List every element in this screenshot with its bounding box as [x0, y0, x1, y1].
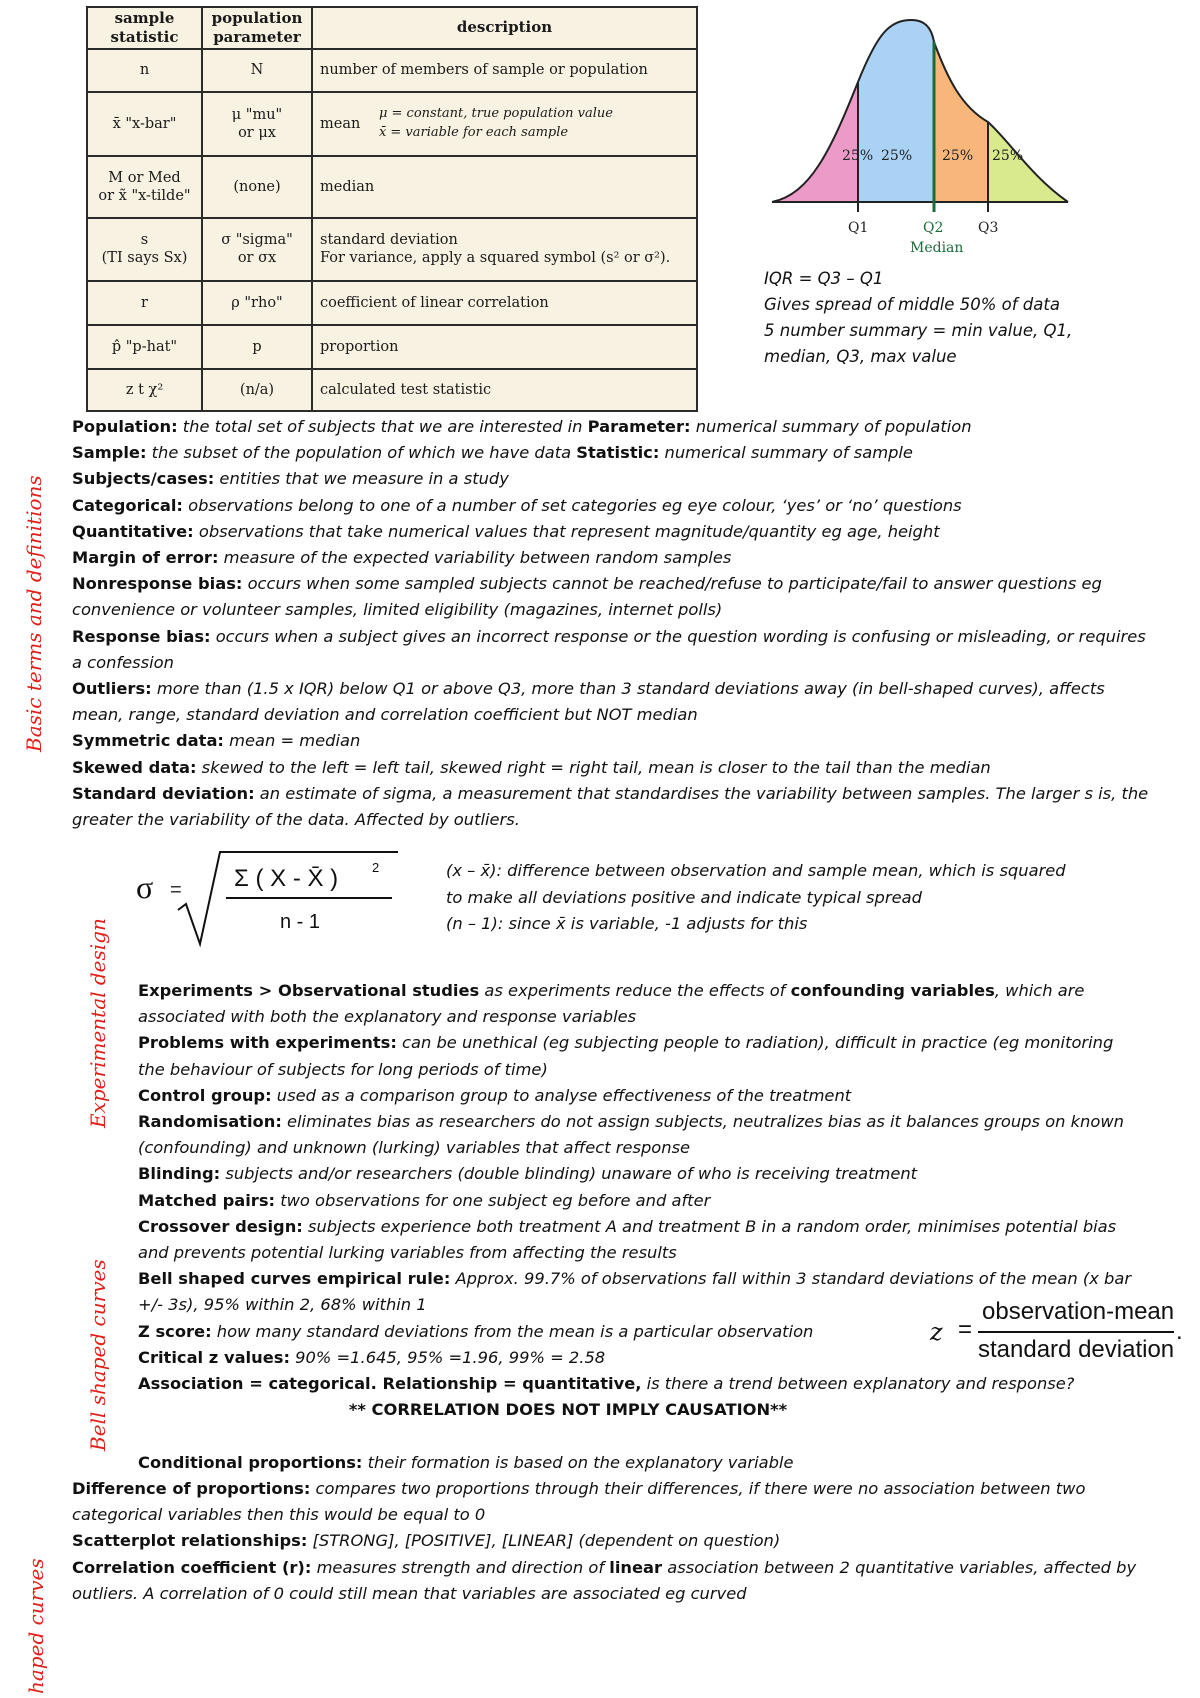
conditional-proportions-block: [138, 1450, 1138, 1476]
header-description: description: [312, 7, 697, 49]
cell-description: proportion: [312, 325, 697, 369]
bottom-definitions: [72, 1476, 1152, 1607]
definition-symmetric-data: Symmetric data: mean = median: [72, 731, 361, 751]
cell-sample-stat: z t χ²: [87, 369, 202, 411]
definition-empirical-rule: Bell shaped curves empirical rule: Approx. 99.7% of observations fall within 3 standard deviations of the mean (x bar +/- 3s), 95% within 2, 68% within 1: [138, 1269, 1132, 1315]
definition-margin-of-error: Margin of error: measure of the expected variability between random samples: [72, 548, 732, 568]
cell-description: coefficient of linear correlation: [312, 281, 697, 325]
definition-correlation-coefficient: Correlation coefficient (r): measures strength and direction of linear association between 2 quantitative variables, affected by outliers. A correlation of 0 could still mean that variables are associated eg curved: [72, 1557, 1137, 1603]
sigma-note-n-minus-1: (n – 1): since x̄ is variable, -1 adjusts for this: [446, 914, 808, 933]
cell-sample-stat: p̂ "p-hat": [87, 325, 202, 369]
cell-population-param: N: [202, 49, 312, 93]
definition-crossover-design: Crossover design: subjects experience both treatment A and treatment B in a random order, minimises potential bias and prevents potential lurking variables from affecting the results: [138, 1216, 1117, 1263]
definition-skewed-data: Skewed data: skewed to the left = left tail, skewed right = right tail, mean is closer to the tail than the median: [72, 757, 991, 777]
cell-sample-stat: s (TI says Sx): [87, 218, 202, 282]
variance-note: For variance, apply a squared symbol (s² or σ²).: [320, 250, 671, 267]
cell-population-param: μ "mu" or μx: [202, 92, 312, 156]
side-label-experimental-design: Experimental design: [86, 918, 110, 1128]
mean-notes: [379, 105, 613, 143]
definition-quantitative: Quantitative: observations that take numerical values that represent magnitude/quantity eg age, height: [72, 521, 940, 541]
bell-region-q1: [772, 82, 858, 202]
bell-region-q2: [858, 20, 934, 202]
sigma-exponent: 2: [372, 860, 380, 875]
cell-population-param: ρ "rho": [202, 281, 312, 325]
definition-control-group: Control group: used as a comparison group to analyse effectiveness of the treatment: [138, 1085, 852, 1105]
iqr-note-line: 5 number summary = min value, Q1,: [764, 321, 1073, 340]
definition-scatterplot-relationships: Scatterplot relationships: [STRONG], [POSITIVE], [LINEAR] (dependent on question): [72, 1531, 781, 1551]
iqr-note-line: IQR = Q3 – Q1: [764, 269, 884, 288]
cell-description: [312, 218, 697, 282]
segment-label-4: 25%: [992, 148, 1024, 164]
z-fraction-bar: [978, 1331, 1174, 1333]
header-population-parameter: population parameter: [202, 7, 312, 49]
sigma-numerator: Σ ( X - X̄ ): [234, 865, 339, 892]
definition-conditional-proportions: Conditional proportions: their formation is based on the explanatory variable: [138, 1453, 794, 1472]
z-symbol: z: [930, 1318, 943, 1346]
cell-sample-stat: n: [87, 49, 202, 93]
definition-sample: Sample: the subset of the population of which we have data Statistic: numerical summary of sample: [72, 443, 913, 463]
table-row: [87, 92, 697, 156]
cell-description: [312, 92, 697, 156]
cell-description: median: [312, 156, 697, 218]
definition-standard-deviation: Standard deviation: an estimate of sigma, a measurement that standardises the variability between samples. The larger s is, the greater the variability of the data. Affected by outliers.: [72, 783, 1149, 830]
table-row: [87, 49, 697, 93]
table-row: [87, 281, 697, 325]
mean-note-xbar: x̄ = variable for each sample: [378, 125, 569, 141]
sigma-equals: =: [170, 879, 182, 901]
definition-z-score: Z score: how many standard deviations from the mean is a particular observation: [138, 1321, 814, 1341]
segment-label-1: 25%: [842, 148, 874, 164]
mean-note-mu: μ = constant, true population value: [378, 106, 613, 122]
cell-sample-stat: x̄ "x-bar": [87, 92, 202, 156]
iqr-note-line: median, Q3, max value: [764, 347, 957, 366]
z-equals: =: [958, 1316, 973, 1343]
table-header-row: [87, 7, 697, 49]
side-label-bell-shaped-curves-cut: haped curves: [24, 1558, 48, 1694]
header-sample-statistic: sample statistic: [87, 7, 202, 49]
definition-matched-pairs: Matched pairs: two observations for one subject eg before and after: [138, 1190, 711, 1210]
sigma-note-deviation: (x – x̄): difference between observation and sample mean, which is squared to make all deviations positive and indicate typical spread: [446, 861, 1066, 907]
definition-outliers: Outliers: more than (1.5 x IQR) below Q1 or above Q3, more than 3 standard deviations away (in bell-shaped curves), affects mean, range, standard deviation and correlation coefficient but NOT median: [72, 679, 1105, 725]
definition-difference-of-proportions: Difference of proportions: compares two proportions through their differences, if there were no association between two categorical variables then this would be equal to 0: [72, 1479, 1086, 1525]
table-row: [87, 325, 697, 369]
bell-region-q3: [934, 42, 988, 202]
mean-label: mean: [320, 116, 361, 133]
cell-population-param: p: [202, 325, 312, 369]
axis-label-q2: Q2: [923, 220, 944, 236]
sigma-notes: [446, 858, 1126, 938]
definition-population: Population: the total set of subjects that we are interested in Parameter: numerical summary of population: [72, 417, 972, 436]
z-period: .: [1176, 1318, 1183, 1345]
definition-categorical: Categorical: observations belong to one of a number of set categories eg eye colour, ‘yes’ or ‘no’ questions: [72, 495, 962, 515]
definition-experiments: Experiments > Observational studies as experiments reduce the effects of confounding variables, which are associated with both the explanatory and response variables: [138, 981, 1085, 1027]
z-numerator: observation-mean: [982, 1298, 1175, 1325]
definition-nonresponse-bias: Nonresponse bias: occurs when some sampled subjects cannot be reached/refuse to participate/fail to answer questions eg convenience or volunteer samples, limited eligibility (magazines, internet polls): [72, 574, 1102, 620]
definition-blinding: Blinding: subjects and/or researchers (double blinding) unaware of who is receiving treatment: [138, 1164, 918, 1184]
cell-population-param: σ "sigma" or σx: [202, 218, 312, 282]
statistics-notation-table: [86, 6, 698, 412]
cell-population-param: (none): [202, 156, 312, 218]
definition-problems-experiments: Problems with experiments: can be unethical (eg subjecting people to radiation), difficult in practice (eg monitoring the behaviour of subjects for long periods of time): [138, 1033, 1114, 1079]
standard-deviation-formula: [130, 848, 400, 948]
table-row: [87, 156, 697, 218]
segment-label-3: 25%: [942, 148, 974, 164]
definition-response-bias: Response bias: occurs when a subject gives an incorrect response or the question wording is confusing or misleading, or requires a confession: [72, 626, 1146, 672]
axis-label-q1: Q1: [848, 220, 869, 236]
definition-subjects: Subjects/cases: entities that we measure in a study: [72, 469, 509, 489]
z-denominator: standard deviation: [978, 1336, 1175, 1363]
sigma-denominator: n - 1: [280, 911, 321, 933]
cell-sample-stat: M or Med or x̃ "x-tilde": [87, 156, 202, 218]
median-label: Median: [910, 240, 964, 256]
iqr-notes: [764, 266, 1184, 370]
cell-description: number of members of sample or population: [312, 49, 697, 93]
definition-randomisation: Randomisation: eliminates bias as researchers do not assign subjects, neutralizes bias as it balances groups on known (confounding) and unknown (lurking) variables that affect response: [138, 1112, 1124, 1158]
bell-curve-quartile-diagram: [770, 2, 1070, 264]
definition-association: Association = categorical. Relationship = quantitative, is there a trend between explanatory and response?: [138, 1374, 1075, 1394]
segment-label-2: 25%: [881, 148, 913, 164]
definition-critical-z: Critical z values: 90% =1.645, 95% =1.96, 99% = 2.58: [138, 1347, 606, 1367]
sigma-symbol: σ: [136, 869, 154, 905]
cell-sample-stat: r: [87, 281, 202, 325]
side-label-bell-shaped-curves: Bell shaped curves: [86, 1259, 110, 1451]
table-row: [87, 218, 697, 282]
cell-population-param: (n/a): [202, 369, 312, 411]
iqr-note-line: Gives spread of middle 50% of data: [764, 295, 1060, 314]
side-label-basic-terms: Basic terms and definitions: [22, 475, 46, 752]
cell-description: calculated test statistic: [312, 369, 697, 411]
causation-banner: ** CORRELATION DOES NOT IMPLY CAUSATION**: [348, 1400, 788, 1420]
z-score-formula: [930, 1298, 1190, 1368]
axis-label-q3: Q3: [978, 220, 999, 236]
stddev-label: standard deviation: [320, 232, 458, 249]
table-row: [87, 369, 697, 411]
basic-definitions: [72, 414, 1152, 833]
